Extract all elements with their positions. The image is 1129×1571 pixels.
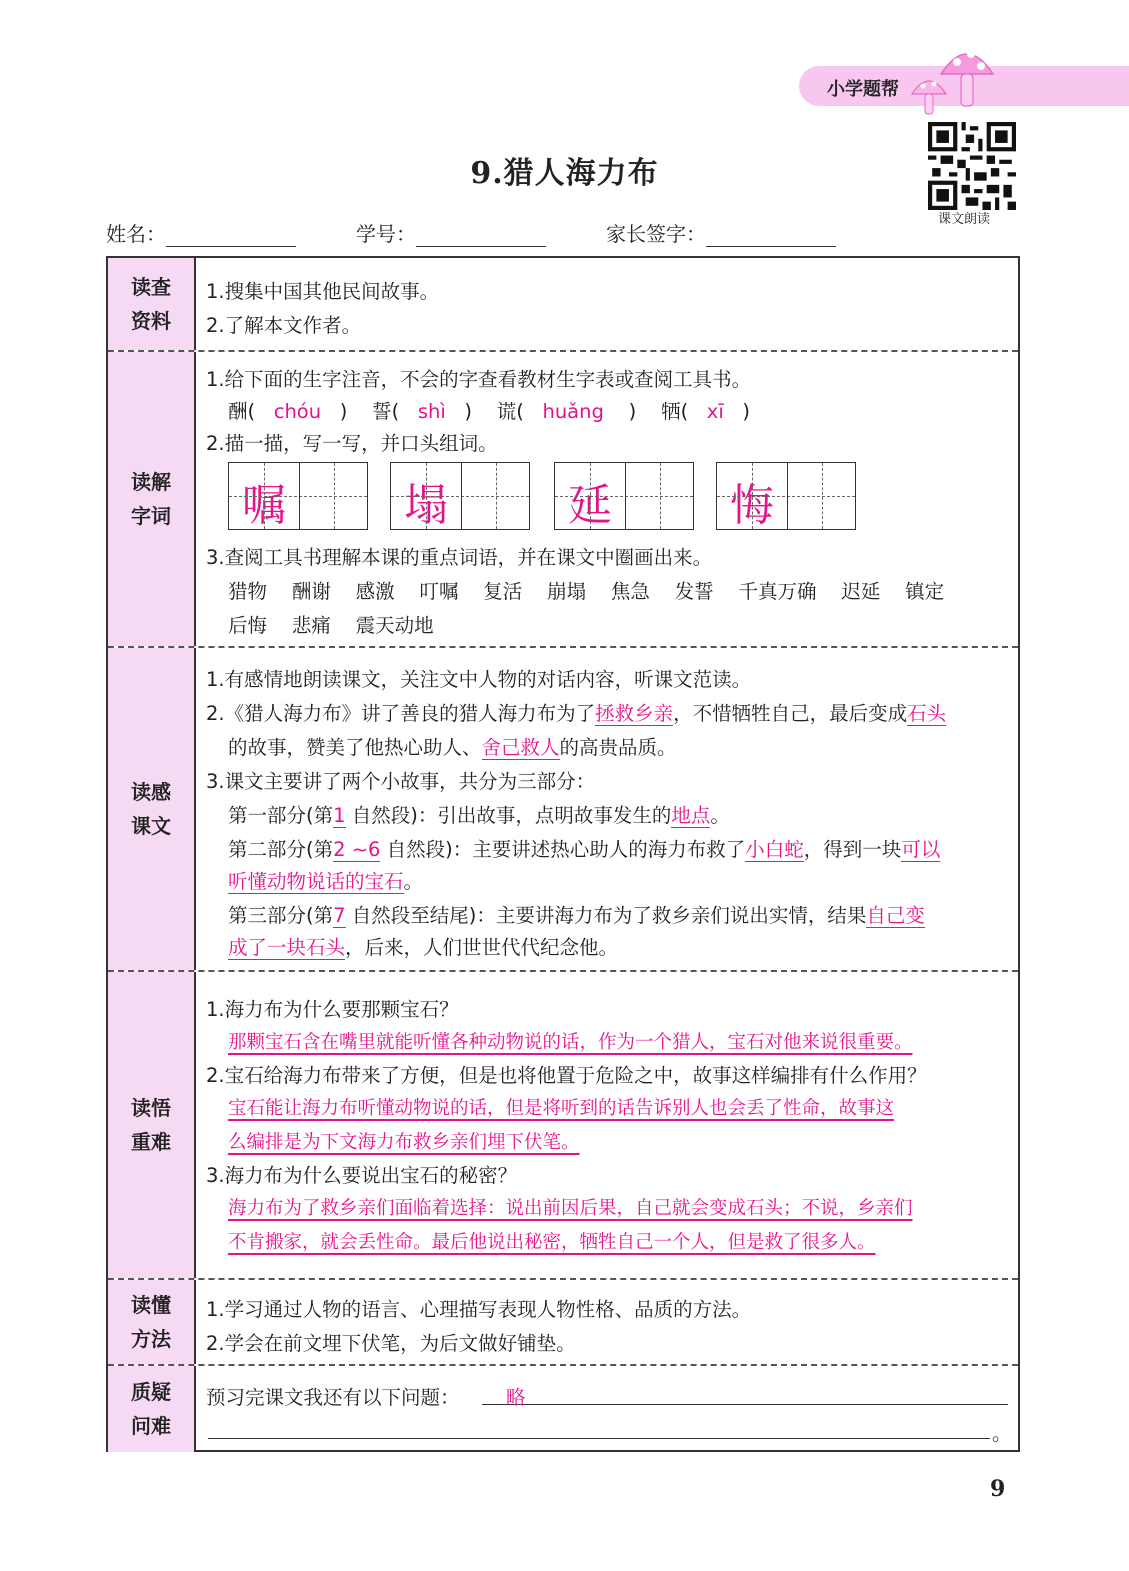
list-item: 2.学会在前文埋下伏笔，为后文做好铺垫。 (206, 1332, 576, 1355)
period-mark: 。 (992, 1422, 1012, 1445)
list-item-continued: 的故事，赞美了他热心助人、舍己救人的高贵品质。 (228, 736, 677, 759)
question-text: 1.给下面的生字注音，不会的字查看教材生字表或查阅工具书。 (206, 368, 752, 391)
list-item: 3.课文主要讲了两个小故事，共分为三部分： (206, 770, 596, 793)
question-text: 3.查阅工具书理解本课的重点词语，并在课文中圈画出来。 (206, 546, 713, 569)
answer-text: 拯救乡亲 (595, 702, 674, 725)
part-three-continued: 成了一块石头，后来，人们世世代代纪念他。 (228, 936, 619, 959)
section-label: 读解 字词 (108, 352, 196, 646)
name-label: 姓名： (106, 222, 166, 246)
parent-signature-label: 家长签字： (606, 222, 706, 246)
name-blank[interactable] (166, 226, 296, 247)
answer-text: 石头 (907, 702, 947, 725)
answer-text: 不肯搬家，就会丢性命。最后他说出秘密，牺牲自己一个人，但是救了很多人。 (228, 1232, 876, 1253)
section-methods (108, 1280, 1018, 1366)
list-item: 1.有感情地朗读课文，关注文中人物的对话内容，听课文范读。 (206, 668, 752, 691)
section-read-materials (108, 258, 1018, 352)
part-one: 第一部分(第1 自然段)：引出故事，点明故事发生的地点。 (228, 804, 730, 827)
answer-text: 宝石能让海力布听懂动物说的话，但是将听到的话告诉别人也会丢了性命，故事这 (228, 1098, 895, 1119)
parent-signature-field[interactable] (606, 218, 836, 247)
list-item: 1.搜集中国其他民间故事。 (206, 280, 440, 303)
pinyin-row: 酬( chóu ) 誓( shì ) 谎( huǎng ) 牺( xī ) (228, 400, 750, 423)
list-item: 2.了解本文作者。 (206, 314, 362, 337)
question-text: 1.海力布为什么要那颗宝石？ (206, 998, 459, 1021)
qr-caption: 课文朗读 (938, 212, 991, 227)
section-words (108, 352, 1018, 648)
writing-box[interactable] (554, 462, 694, 530)
worksheet-table (106, 256, 1020, 1452)
section-label: 读查 资料 (108, 258, 196, 350)
trace-character: 塌 (404, 480, 448, 531)
vocab-row-1: 猎物 酬谢 感激 叮嘱 复活 崩塌 焦急 发誓 千真万确 迟延 镇定 (228, 580, 945, 603)
answer-text: 舍己救人 (481, 736, 560, 759)
section-label: 质疑 问难 (108, 1366, 196, 1452)
pinyin-answer: chóu (273, 400, 322, 423)
answer-text: 么编排是为下文海力布救乡亲们埋下伏笔。 (228, 1132, 580, 1153)
pinyin-answer: xī (706, 400, 724, 423)
section-label: 读悟 重难 (108, 972, 196, 1278)
question-answer-line[interactable] (482, 1386, 1008, 1405)
section-label: 读感 课文 (108, 648, 196, 970)
answer-text: 那颗宝石含在嘴里就能听懂各种动物说的话，作为一个猎人，宝石对他来说很重要。 (228, 1032, 913, 1053)
question-text: 2.宝石给海力布带来了方便，但是也将他置于危险之中，故事这样编排有什么作用？ (206, 1064, 927, 1087)
section-questions (108, 1366, 1018, 1452)
writing-box[interactable] (228, 462, 368, 530)
brand-label: 小学题帮 (827, 79, 899, 100)
student-id-label: 学号： (356, 222, 416, 246)
answer-text: 略 (506, 1386, 526, 1409)
name-field[interactable] (106, 218, 296, 247)
trace-character: 悔 (730, 480, 774, 531)
list-item: 1.学习通过人物的语言、心理描写表现人物性格、品质的方法。 (206, 1298, 752, 1321)
vocab-row-2: 后悔 悲痛 震天动地 (228, 614, 434, 637)
pinyin-answer: shì (417, 400, 446, 423)
trace-character: 嘱 (242, 480, 286, 531)
answer-text: 海力布为了救乡亲们面临着选择：说出前因后果，自己就会变成石头；不说，乡亲们 (228, 1198, 913, 1219)
writing-boxes (228, 462, 1028, 532)
section-text-feeling (108, 648, 1018, 972)
page-number: 9 (990, 1476, 1006, 1502)
parent-signature-blank[interactable] (706, 226, 836, 247)
writing-box[interactable] (716, 462, 856, 530)
part-two-continued: 听懂动物说话的宝石。 (228, 870, 424, 893)
part-two: 第二部分(第2 ~6 自然段)：主要讲述热心助人的海力布救了小白蛇，得到一块可以 (228, 838, 941, 861)
question-prompt: 预习完课文我还有以下问题： (206, 1386, 460, 1409)
question-text: 2.描一描，写一写，并口头组词。 (206, 432, 498, 455)
trace-character: 延 (568, 480, 612, 531)
list-item: 2.《猎人海力布》讲了善良的猎人海力布为了拯救乡亲，不惜牺牲自己，最后变成石头 (206, 702, 947, 725)
pinyin-answer: huǎng (542, 400, 604, 423)
small-mushroom-icon (909, 72, 949, 116)
page-title: 9.猎人海力布 (470, 156, 659, 191)
student-id-field[interactable] (356, 218, 546, 247)
section-label: 读懂 方法 (108, 1280, 196, 1364)
question-answer-line-2[interactable] (208, 1420, 990, 1439)
section-key-points (108, 972, 1018, 1280)
question-text: 3.海力布为什么要说出宝石的秘密？ (206, 1164, 518, 1187)
student-id-blank[interactable] (416, 226, 546, 247)
writing-box[interactable] (390, 462, 530, 530)
part-three: 第三部分(第7 自然段至结尾)：主要讲海力布为了救乡亲们说出实情，结果自己变 (228, 904, 925, 927)
